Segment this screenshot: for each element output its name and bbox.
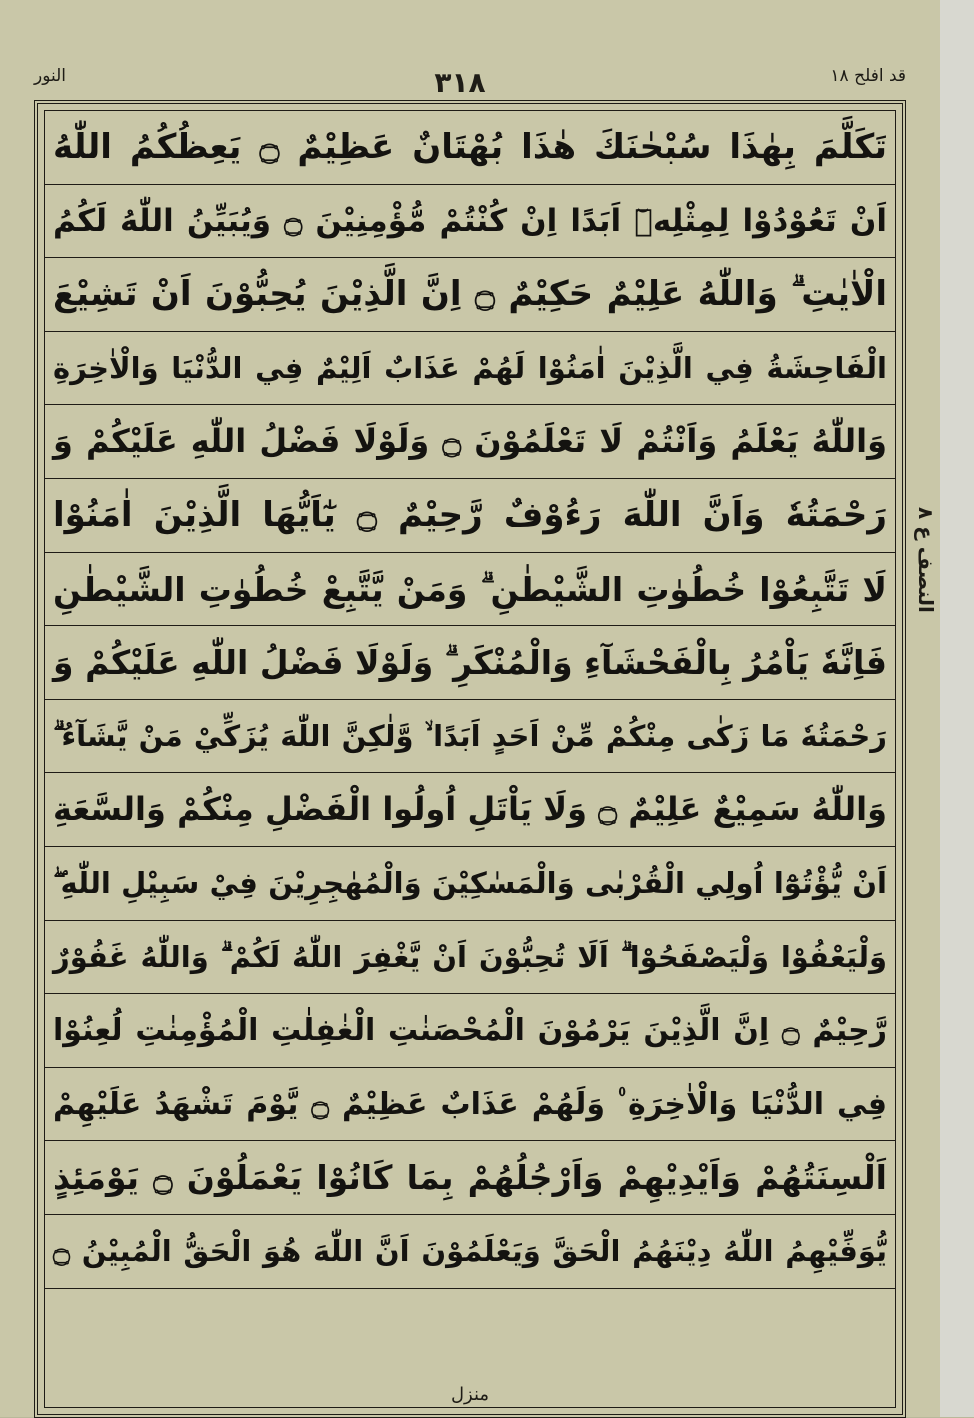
verse-line-13: رَّحِيْمٌ ۝ اِنَّ الَّذِيْنَ يَرْمُوْنَ الْمُحْصَنٰتِ الْغٰفِلٰتِ الْمُؤْمِنٰتِ لُعِنُوْا <box>45 994 895 1068</box>
verse-line-3: الْاٰيٰتِ ۗ وَاللّٰهُ عَلِيْمٌ حَكِيْمٌ ۝ اِنَّ الَّذِيْنَ يُحِبُّوْنَ اَنْ تَشِيْعَ <box>45 258 895 332</box>
verse-line-17 <box>45 1289 895 1363</box>
verse-line-5: وَاللّٰهُ يَعْلَمُ وَاَنْتُمْ لَا تَعْلَمُوْنَ ۝ وَلَوْلَا فَضْلُ اللّٰهِ عَلَيْكُمْ وَ <box>45 405 895 479</box>
page-number: ٣١٨ <box>434 66 486 99</box>
verse-line-4: الْفَاحِشَةُ فِي الَّذِيْنَ اٰمَنُوْا لَهُمْ عَذَابٌ اَلِيْمٌ فِي الدُّنْيَا وَالْاٰخِرَةِ <box>45 332 895 406</box>
juz-name: قد افلح ١٨ <box>830 66 906 86</box>
verse-line-15: اَلْسِنَتُهُمْ وَاَيْدِيْهِمْ وَاَرْجُلُهُمْ بِمَا كَانُوْا يَعْمَلُوْنَ ۝ يَوْمَئِذٍ <box>45 1141 895 1215</box>
text-frame <box>34 100 906 1418</box>
verse-line-14: فِي الدُّنْيَا وَالْاٰخِرَةِ ۠ وَلَهُمْ عَذَابٌ عَظِيْمٌ ۝ يَّوْمَ تَشْهَدُ عَلَيْهِمْ <box>45 1068 895 1142</box>
text-frame-inner <box>44 110 896 1408</box>
verse-line-11: اَنْ يُّؤْتُوْٓا اُولِي الْقُرْبٰى وَالْمَسٰكِيْنَ وَالْمُهٰجِرِيْنَ فِيْ سَبِيْلِ اللّٰهِ ۖ <box>45 847 895 921</box>
page-edge <box>940 0 974 1417</box>
verse-line-16: يُّوَفِّيْهِمُ اللّٰهُ دِيْنَهُمُ الْحَقَّ وَيَعْلَمُوْنَ اَنَّ اللّٰهَ هُوَ الْحَقُّ الْمُبِيْنُ ۝ <box>45 1215 895 1289</box>
verse-line-6: رَحْمَتُهٗ وَاَنَّ اللّٰهَ رَءُوْفٌ رَّحِيْمٌ ۝ يٰٓاَيُّهَا الَّذِيْنَ اٰمَنُوْا <box>45 479 895 553</box>
verse-line-7: لَا تَتَّبِعُوْا خُطُوٰتِ الشَّيْطٰنِ ۗ وَمَنْ يَّتَّبِعْ خُطُوٰتِ الشَّيْطٰنِ <box>45 553 895 627</box>
manzil-footer: منزل <box>450 1384 490 1405</box>
verse-line-10: وَاللّٰهُ سَمِيْعٌ عَلِيْمٌ ۝ وَلَا يَاْتَلِ اُولُوا الْفَضْلِ مِنْكُمْ وَالسَّعَةِ <box>45 773 895 847</box>
verse-line-12: وَلْيَعْفُوْا وَلْيَصْفَحُوْا ۗ اَلَا تُحِبُّوْنَ اَنْ يَّغْفِرَ اللّٰهُ لَكُمْ ۗ وَاللّٰهُ غَفُوْرٌ <box>45 921 895 995</box>
verse-line-9: رَحْمَتُهٗ مَا زَكٰى مِنْكُمْ مِّنْ اَحَدٍ اَبَدًا ۙ وَّلٰكِنَّ اللّٰهَ يُزَكِّيْ مَنْ يَّشَآءُ ۗ <box>45 700 895 774</box>
surah-name: النور <box>34 66 67 86</box>
verse-lines <box>45 111 895 1362</box>
page-header <box>30 66 910 100</box>
verse-line-2: اَنْ تَعُوْدُوْا لِمِثْلِهٖٓ اَبَدًا اِنْ كُنْتُمْ مُّؤْمِنِيْنَ ۝ وَيُبَيِّنُ اللّٰهُ لَكُمُ <box>45 185 895 259</box>
verse-line-8: فَاِنَّهٗ يَاْمُرُ بِالْفَحْشَآءِ وَالْمُنْكَرِ ۗ وَلَوْلَا فَضْلُ اللّٰهِ عَلَيْكُمْ وَ <box>45 626 895 700</box>
margin-ruku-note: النصف ع ٨ <box>914 507 938 613</box>
verse-line-1: تَكَلَّمَ بِهٰذَا سُبْحٰنَكَ هٰذَا بُهْتَانٌ عَظِيْمٌ ۝ يَعِظُكُمُ اللّٰهُ <box>45 111 895 185</box>
